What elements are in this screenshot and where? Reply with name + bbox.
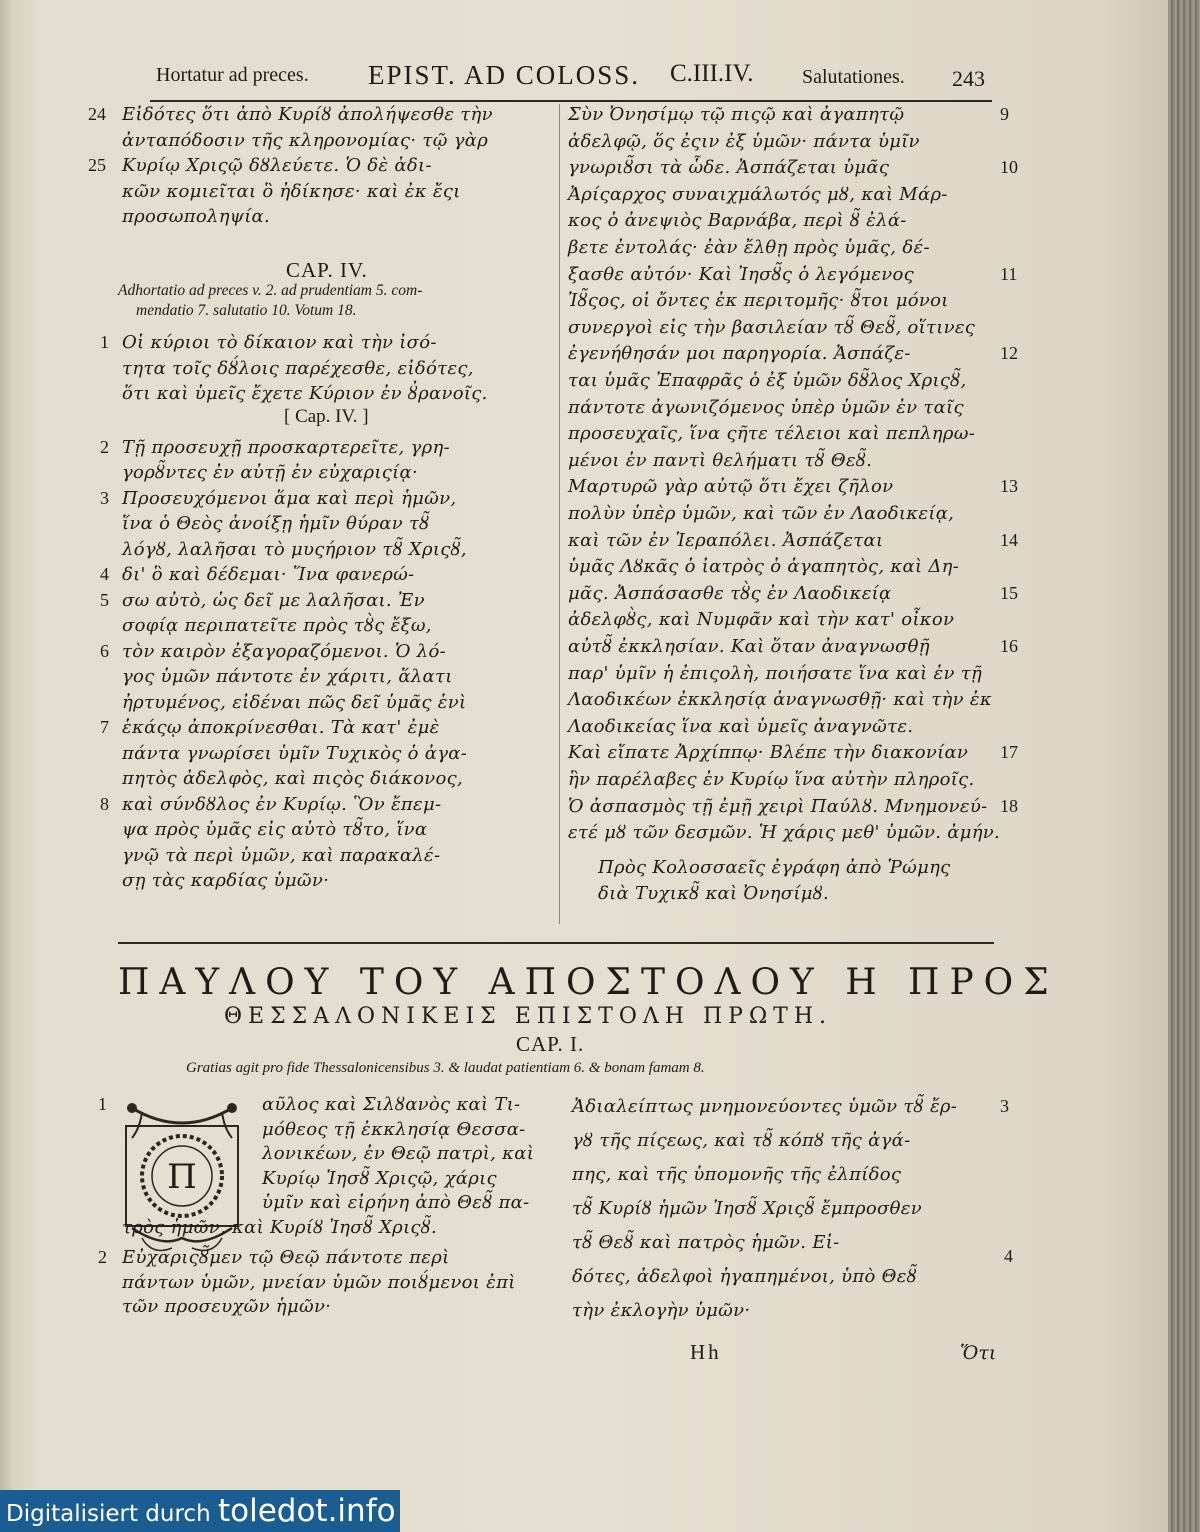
watermark-site: toledot.info — [217, 1493, 396, 1529]
text-line: ὑμῖν καὶ εἰρήνη ἀπὸ Θεȣ̃ πα- — [262, 1192, 530, 1213]
text-line: γορȣ̃ντες ἐν αὐτῇ ἐν εὐχαριςίᾳ· — [122, 462, 419, 483]
header-title: EPIST. AD COLOSS. — [368, 60, 641, 90]
text-line: ται ὑμᾶς Ἐπαφρᾶς ὁ ἐξ ὑμῶν δȣ̃λος Χριςȣ̃, — [568, 370, 967, 391]
text-line: δι' ὃ καὶ δέδεμαι· Ἵνα φανερώ- — [122, 564, 415, 585]
text-line: δότες, ἀδελφοὶ ἠγαπημένοι, ὑπὸ Θεȣ̃ — [572, 1266, 917, 1287]
text-line: τὸν καιρὸν ἐξαγοραζόμενοι. Ὁ λό- — [122, 640, 446, 662]
text-line: ἑκάςῳ ἀποκρίνεσθαι. Τὰ κατ' ἐμὲ — [122, 717, 440, 738]
cap-iv-summary-line1: Adhortatio ad preces v. 2. ad prudentiam 5. com- — [118, 282, 423, 299]
text-line: βετε ἐντολάς· ἐὰν ἔλθῃ πρὸς ὑμᾶς, δέ- — [568, 237, 930, 258]
verse-number: 24 — [88, 104, 106, 124]
verse-number: 2 — [100, 436, 109, 457]
text-line: Σὺν Ὀνησίμῳ τῷ πιςῷ καὶ ἀγαπητῷ — [568, 104, 905, 125]
verse-number: 8 — [100, 793, 109, 814]
book-page-edge — [1168, 0, 1200, 1532]
header-rule — [150, 100, 992, 102]
column-divider — [559, 104, 560, 924]
verse-number: 6 — [100, 640, 109, 661]
text-line: σῃ τὰς καρδίας ὑμῶν· — [122, 870, 330, 891]
left-column — [88, 104, 558, 944]
text-line: ἣν παρέλαβες ἐν Κυρίῳ ἵνα αὐτὴν πληροῖς. — [568, 769, 975, 790]
right-column — [568, 104, 1028, 944]
text-line: καὶ σύνδȣλος ἐν Κυρίῳ. Ὃν ἔπεμ- — [122, 793, 442, 815]
verse-number: 12 — [1000, 343, 1018, 364]
cap-iv-reference: [ Cap. IV. ] — [284, 406, 369, 427]
text-line: Καὶ εἴπατε Ἀρχίππῳ· Βλέπε τὴν διακονίαν — [568, 742, 969, 764]
text-line: τῶν προσευχῶν ἡμῶν· — [122, 1296, 332, 1317]
verse-number: 5 — [100, 589, 109, 610]
text-line: καὶ τῶν ἐν Ἱεραπόλει. Ἀσπάζεται — [568, 529, 884, 551]
verse-number: 18 — [1000, 795, 1018, 816]
verse-number: 25 — [88, 155, 106, 175]
text-line: Εὐχαριςȣ̃μεν τῷ Θεῷ πάντοτε περὶ — [122, 1247, 450, 1268]
text-line: Τῇ προσευχῇ προσκαρτερεῖτε, γρη- — [122, 436, 450, 458]
verse-number: 4 — [1004, 1246, 1013, 1266]
text-line: αὐτȣ̃ ἐκκλησίαν. Καὶ ὅταν ἀναγνωσθῇ — [568, 636, 930, 657]
text-line: προσευχαῖς, ἵνα ςῆτε τέλειοι καὶ πεπληρω- — [568, 423, 976, 445]
text-line: τὴν ἐκλογὴν ὑμῶν· — [572, 1300, 751, 1321]
verse-number: 7 — [100, 717, 109, 737]
text-line: ἠρτυμένος, εἰδέναι πῶς δεῖ ὑμᾶς ἑνὶ — [122, 691, 467, 713]
digitization-watermark — [0, 1490, 400, 1532]
verse-number: 14 — [1000, 529, 1018, 550]
text-line: ἀνταπόδοσιν τῆς κληρονομίας· τῷ γὰρ — [122, 129, 489, 151]
text-line: πολὺν ὑπὲρ ὑμῶν, καὶ τῶν ἐν Λαοδικείᾳ, — [568, 503, 955, 524]
cap-i-summary: Gratias agit pro fide Thessalonicensibus 3. & laudat patientiam 6. & bonam famam 8. — [186, 1060, 705, 1076]
text-line: γȣ τῆς πίςεως, καὶ τȣ̃ κόπȣ τῆς ἀγά- — [572, 1130, 911, 1151]
verse-number: 10 — [1000, 157, 1018, 178]
text-line: ετέ μȣ τῶν δεσμῶν. Ἡ χάρις μεθ' ὑμῶν. ἀμήν. — [568, 822, 1001, 844]
verse-number: 17 — [1000, 742, 1018, 763]
verse-number: 9 — [1000, 104, 1009, 124]
text-line: ἀδελφῷ, ὅς ἐςιν ἐξ ὑμῶν· πάντα ὑμῖν — [568, 130, 920, 152]
text-line: λόγȣ, λαλῆσαι τὸ μυςήριον τȣ̃ Χριςȣ̃, — [122, 538, 467, 560]
verse-number: 1 — [98, 1094, 107, 1114]
cap-i-title: CAP. I. — [516, 1032, 585, 1056]
text-line: Λαοδικέων ἐκκλησίᾳ ἀναγνωσθῇ· καὶ τὴν ἐκ — [568, 689, 992, 711]
text-line: γνῷ τὰ περὶ ὑμῶν, καὶ παρακαλέ- — [122, 844, 441, 866]
text-line: μόθεος τῇ ἐκκλησίᾳ Θεσσα- — [262, 1118, 526, 1140]
verse-number: 1 — [100, 332, 109, 352]
epistle-title-line2: ΘΕΣΣΑΛΟΝΙΚΕΙΣ ΕΠΙΣΤΟΛΗ ΠΡΩΤΗ. — [224, 1004, 833, 1029]
text-line: τητα τοῖς δȣ́λοις παρέχεσθε, εἰδότες, — [122, 357, 474, 379]
header-chapter: C.III.IV. — [670, 60, 754, 87]
catchword: Ὅτι — [960, 1342, 997, 1364]
text-line: παρ' ὑμῖν ἡ ἐπιςολὴ, ποιήσατε ἵνα καὶ ἐν τῇ — [568, 662, 983, 684]
text-line: Προσευχόμενοι ἅμα καὶ περὶ ἡμῶν, — [122, 487, 457, 509]
text-line: μᾶς. Ἀσπάσασθε τȣ̀ς ἐν Λαοδικείᾳ — [568, 582, 892, 604]
text-line: κῶν κομιεῖται ὃ ἠδίκησε· καὶ ἐκ ἔςι — [122, 180, 461, 202]
text-line: γνωριȣ̃σι τὰ ὧδε. Ἀσπάζεται ὑμᾶς — [568, 157, 890, 179]
text-line: ἵνα ὁ Θεὸς ἀνοίξῃ ἡμῖν θύραν τȣ̃ — [122, 513, 430, 534]
text-line: διὰ Τυχικȣ̃ καὶ Ὀνησίμȣ. — [598, 883, 829, 905]
header-left-text: Hortatur ad preces. — [156, 64, 309, 86]
cap-iv-title: CAP. IV. — [286, 258, 368, 282]
text-line: πάντοτε ἀγωνιζόμενος ὑπὲρ ὑμῶν ἐν ταῖς — [568, 396, 964, 418]
text-line: σοφίᾳ περιπατεῖτε πρὸς τȣ̀ς ἔξω, — [122, 615, 432, 636]
text-line: Πρὸς Κολοσσαεῖς ἐγράφη ἀπὸ Ῥώμης — [598, 856, 951, 878]
text-line: αῦλος καὶ Σιλȣανὸς καὶ Τι- — [262, 1094, 521, 1115]
verse-number: 11 — [1000, 263, 1018, 284]
text-line: κος ὁ ἀνεψιὸς Βαρνάβα, περὶ ȣ̃ ἐλά- — [568, 210, 907, 232]
text-line: Κυρίῳ Χριςῷ δȣλεύετε. Ὁ δὲ ἀδι- — [122, 155, 432, 176]
text-line: Κυρίῳ Ἰησȣ̃ Χριςῷ, χάρις — [262, 1167, 497, 1189]
signature-mark: Hh — [690, 1340, 722, 1364]
text-line: ξασθε αὐτόν· Καὶ Ἰησȣ̃ς ὁ λεγόμενος — [568, 263, 915, 285]
text-line: πητὸς ἀδελφὸς, καὶ πιςὸς διάκονος, — [122, 768, 464, 789]
section-rule — [118, 942, 994, 944]
verse-number: 13 — [1000, 476, 1018, 497]
text-line: πάντων ὑμῶν, μνείαν ὑμῶν ποιȣ́μενοι ἐπὶ — [122, 1271, 516, 1293]
text-line: Λαοδικείας ἵνα καὶ ὑμεῖς ἀναγνῶτε. — [568, 715, 914, 737]
verse-number: 3 — [100, 487, 109, 508]
running-header — [150, 62, 990, 102]
cap-iv-summary-line2: mendatio 7. salutatio 10. Votum 18. — [136, 302, 357, 319]
text-line: Ὁ ἀσπασμὸς τῇ ἐμῇ χειρὶ Παύλȣ. Μνημονεύ- — [568, 795, 988, 817]
text-line: ὅτι καὶ ὑμεῖς ἔχετε Κύριον ἐν ȣ̓ρανοῖς. — [122, 383, 488, 404]
verse-number: 2 — [98, 1247, 107, 1267]
text-line: Ἰȣ̃ςος, οἱ ὄντες ἐκ περιτομῆς· ȣ̃τοι μόνοι — [568, 290, 949, 312]
text-line: ἀδελφȣ̀ς, καὶ Νυμφᾶν καὶ τὴν κατ' οἶκον — [568, 609, 955, 631]
text-line: λονικέων, ἐν Θεῷ πατρὶ, καὶ — [262, 1143, 535, 1164]
text-line: γος ὑμῶν πάντοτε ἐν χάριτι, ἅλατι — [122, 666, 453, 687]
initial-letter: Π — [167, 1157, 197, 1197]
text-line: μένοι ἐν παντὶ θελήματι τȣ̃ Θεȣ̃. — [568, 449, 873, 471]
page-number: 243 — [952, 66, 985, 91]
epistle-title-line1: ΠΑΥΛΟΥ ΤΟΥ ΑΠΟΣΤΟΛΟΥ Η ΠΡΟΣ — [118, 962, 1059, 1003]
text-line: προσωποληψία. — [122, 206, 271, 227]
text-line: τρὸς ἡμῶν, καὶ Κυρίȣ Ἰησȣ̃ Χριςȣ̃. — [122, 1216, 438, 1238]
text-line: Ἀρίςαρχος συναιχμάλωτός μȣ, καὶ Μάρ- — [568, 183, 948, 205]
text-line: Μαρτυρῶ γὰρ αὐτῷ ὅτι ἔχει ζῆλον — [568, 476, 894, 498]
text-line: πης, καὶ τῆς ὑπομονῆς τῆς ἐλπίδος — [572, 1164, 902, 1185]
text-line: ὑμᾶς Λȣκᾶς ὁ ἰατρὸς ὁ ἀγαπητὸς, καὶ Δη- — [568, 556, 960, 578]
verse-number: 16 — [1000, 636, 1018, 656]
verse-number: 3 — [1000, 1096, 1009, 1116]
text-line: πάντα γνωρίσει ὑμῖν Τυχικὸς ὁ ἀγα- — [122, 742, 468, 764]
text-line: Ἀδιαλείπτως μνημονεύοντες ὑμῶν τȣ̃ ἔρ- — [572, 1096, 958, 1117]
text-line: Οἱ κύριοι τὸ δίκαιον καὶ τὴν ἰσό- — [122, 332, 437, 353]
header-right-text: Salutationes. — [802, 66, 905, 88]
text-line: Εἰδότες ὅτι ἀπὸ Κυρίȣ ἀπολήψεσθε τὴν — [122, 104, 493, 125]
text-line: ψα πρὸς ὑμᾶς εἰς αὐτὸ τȣ̃το, ἵνα — [122, 819, 428, 840]
verse-number: 4 — [100, 564, 109, 584]
text-line: ἐγενήθησάν μοι παρηγορία. Ἀσπάζε- — [568, 343, 911, 365]
text-line: σω αὐτὸ, ὡς δεῖ με λαλῆσαι. Ἐν — [122, 589, 425, 611]
verse-number: 15 — [1000, 582, 1018, 603]
text-line: συνεργοὶ εἰς τὴν βασιλείαν τȣ̃ Θεȣ̃, οἵτινες — [568, 316, 976, 338]
text-line: τȣ̃ Θεȣ̃ καὶ πατρὸς ἡμῶν. Εἰ- — [572, 1232, 840, 1253]
text-line: τȣ̃ Κυρίȣ ἡμῶν Ἰησȣ̃ Χριςȣ̃ ἔμπροσθεν — [572, 1198, 922, 1219]
watermark-prefix: Digitalisiert durch — [6, 1501, 211, 1527]
